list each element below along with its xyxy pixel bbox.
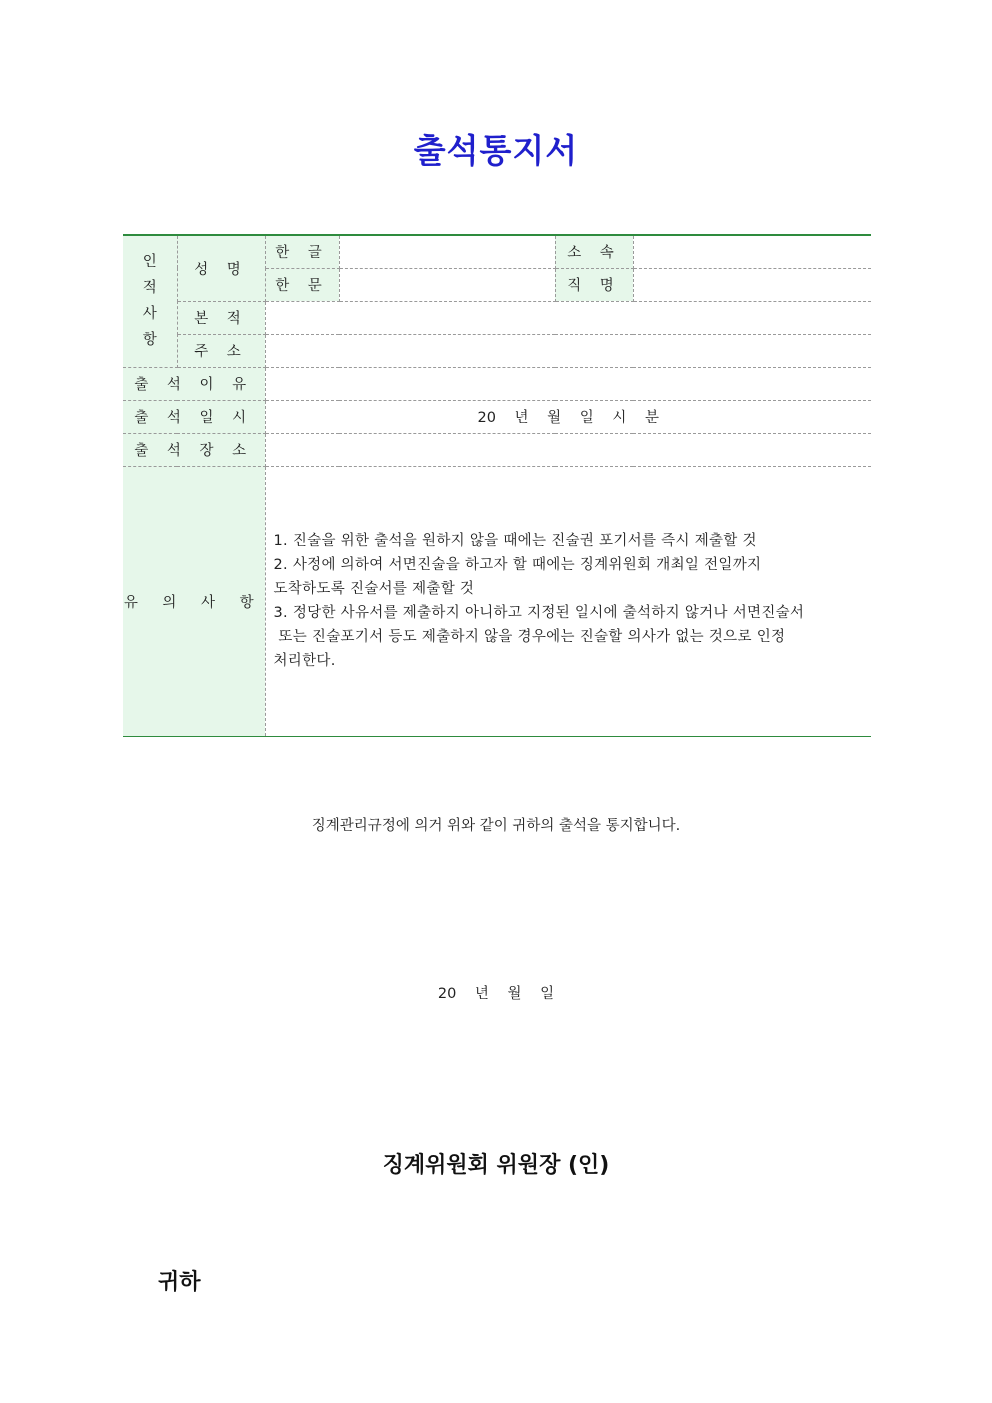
notice-statement: 징계관리규정에 의거 위와 같이 귀하의 출석을 통지합니다. — [311, 818, 681, 834]
hanja-name-field[interactable] — [339, 268, 555, 301]
committee-chair-signature: 징계위원회 위원장 (인) — [382, 1153, 610, 1178]
address-field[interactable] — [265, 334, 871, 367]
issue-date: 20 년 월 일 — [437, 986, 555, 1002]
attendance-form-table — [123, 234, 871, 737]
note-line: 또는 진술포기서 등도 제출하지 않을 경우에는 진술할 의사가 없는 것으로 인정 — [273, 629, 786, 645]
place-field[interactable] — [265, 433, 871, 466]
datetime-value[interactable]: 20 년 월 일 시 분 — [265, 400, 871, 433]
name-label: 성 명 — [177, 235, 265, 301]
datetime-label: 출 석 일 시 — [123, 400, 265, 433]
affiliation-field[interactable] — [633, 235, 871, 268]
position-label: 직 명 — [555, 268, 633, 301]
recipient-label: 귀하 — [158, 1270, 201, 1295]
position-field[interactable] — [633, 268, 871, 301]
domicile-field[interactable] — [265, 301, 871, 334]
hangul-name-field[interactable] — [339, 235, 555, 268]
notes-label: 유 의 사 항 — [123, 466, 265, 736]
document-title: 출석통지서 — [413, 131, 579, 170]
domicile-label: 본 적 — [177, 301, 265, 334]
personal-info-char: 항 — [142, 332, 157, 349]
reason-label: 출 석 이 유 — [123, 367, 265, 400]
note-line: 3. 정당한 사유서를 제출하지 아니하고 지정된 일시에 출석하지 않거나 서면진술서 — [273, 605, 805, 621]
note-line: 2. 사정에 의하여 서면진술을 하고자 할 때에는 징계위원회 개최일 전일까지 — [273, 557, 762, 573]
note-line: 도착하도록 진술서를 제출할 것 — [273, 581, 475, 597]
hanja-label: 한 문 — [265, 268, 339, 301]
place-label: 출 석 장 소 — [123, 433, 265, 466]
personal-info-char: 사 — [142, 306, 157, 323]
personal-info-char: 인 — [142, 254, 157, 271]
address-label: 주 소 — [177, 334, 265, 367]
personal-info-label — [123, 235, 177, 367]
hangul-label: 한 글 — [265, 235, 339, 268]
reason-field[interactable] — [265, 367, 871, 400]
personal-info-char: 적 — [142, 280, 157, 297]
affiliation-label: 소 속 — [555, 235, 633, 268]
note-line: 1. 진술을 위한 출석을 원하지 않을 때에는 진술권 포기서를 즉시 제출할 것 — [273, 533, 757, 549]
note-line: 처리한다. — [273, 653, 336, 669]
notes-content — [265, 466, 871, 736]
